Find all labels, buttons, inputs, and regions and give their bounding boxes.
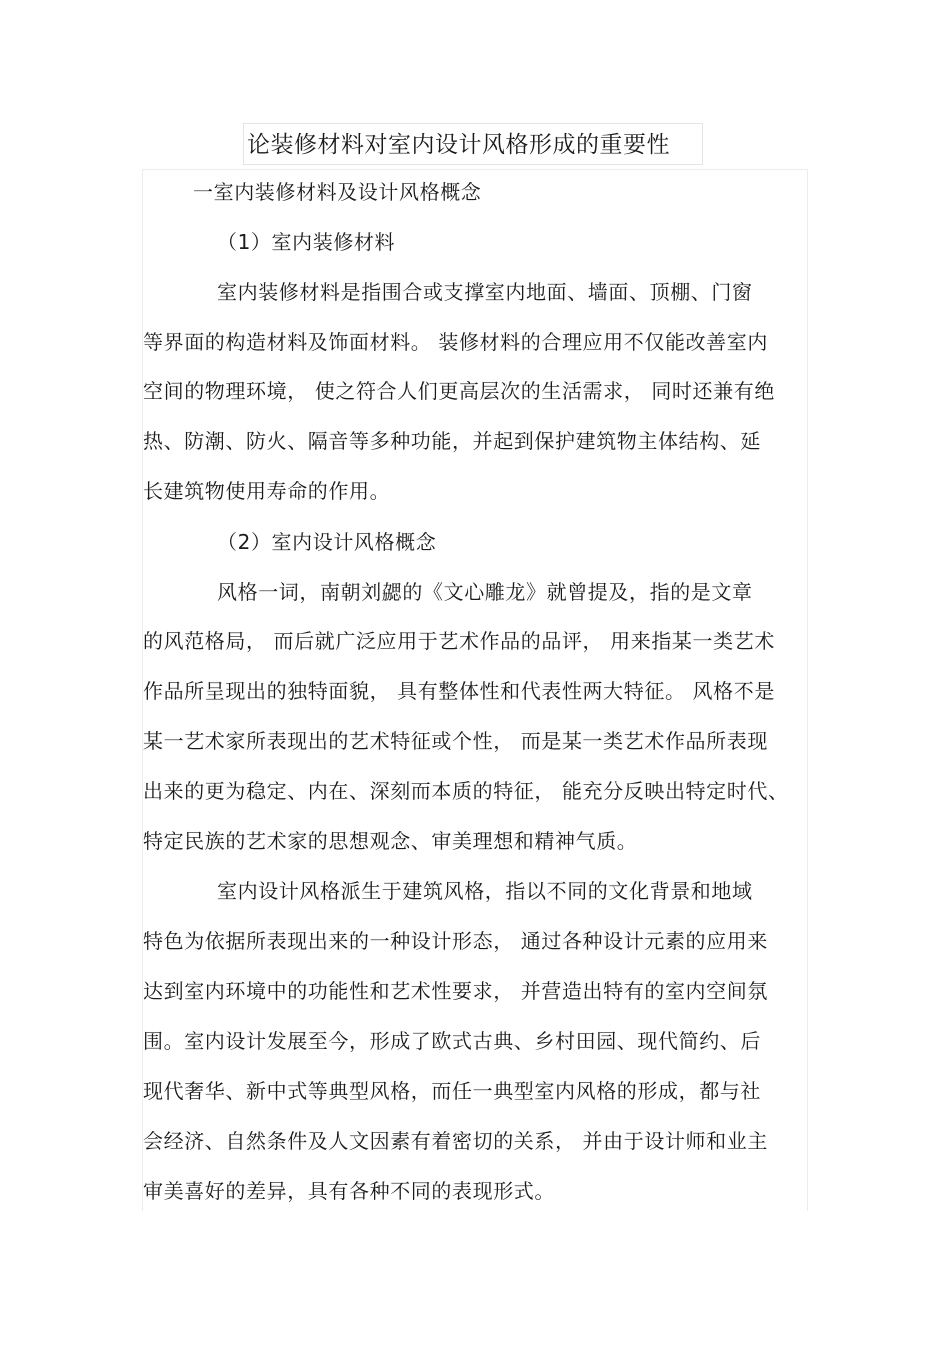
paragraph-line: 某一艺术家所表现出的艺术特征或个性， 而是某一类艺术作品所表现 [143, 729, 768, 753]
paragraph-line: 达到室内环境中的功能性和艺术性要求， 并营造出特有的室内空间氛 [143, 979, 768, 1003]
paragraph-line: 热、防潮、防火、隔音等多种功能，并起到保护建筑物主体结构、延 [143, 429, 761, 453]
subsection-heading-style: （2）室内设计风格概念 [217, 530, 437, 554]
paragraph-line: 特色为依据所表现出来的一种设计形态， 通过各种设计元素的应用来 [143, 929, 768, 953]
paragraph-line: 现代奢华、新中式等典型风格，而任一典型室内风格的形成，都与社 [143, 1079, 761, 1103]
paragraph-line: 长建筑物使用寿命的作用。 [143, 479, 391, 503]
paragraph-line: 审美喜好的差异，具有各种不同的表现形式。 [143, 1179, 555, 1203]
document-title: 论装修材料对室内设计风格形成的重要性 [247, 132, 670, 158]
paragraph-line: 等界面的构造材料及饰面材料。 装修材料的合理应用不仅能改善室内 [143, 330, 768, 354]
paragraph-line: 空间的物理环境， 使之符合人们更高层次的生活需求， 同时还兼有绝 [143, 379, 775, 403]
section-heading: 一室内装修材料及设计风格概念 [193, 180, 482, 204]
paragraph-line: 围。室内设计发展至今，形成了欧式古典、乡村田园、现代简约、后 [143, 1029, 761, 1053]
paragraph-line: 作品所呈现出的独特面貌， 具有整体性和代表性两大特征。 风格不是 [143, 679, 775, 703]
subsection-heading-materials: （1）室内装修材料 [217, 230, 396, 254]
paragraph-line: 室内装修材料是指围合或支撑室内地面、墙面、顶棚、门窗 [217, 280, 753, 304]
paragraph-line: 风格一词，南朝刘勰的《文心雕龙》就曾提及，指的是文章 [217, 580, 753, 604]
paragraph-line: 的风范格局， 而后就广泛应用于艺术作品的品评， 用来指某一类艺术 [143, 629, 775, 653]
paragraph-line: 特定民族的艺术家的思想观念、审美理想和精神气质。 [143, 829, 638, 853]
paragraph-line: 出来的更为稳定、内在、深刻而本质的特征， 能充分反映出特定时代、 [143, 779, 789, 803]
paragraph-line: 会经济、自然条件及人文因素有着密切的关系， 并由于设计师和业主 [143, 1129, 768, 1153]
paragraph-line: 室内设计风格派生于建筑风格，指以不同的文化背景和地域 [217, 879, 753, 903]
